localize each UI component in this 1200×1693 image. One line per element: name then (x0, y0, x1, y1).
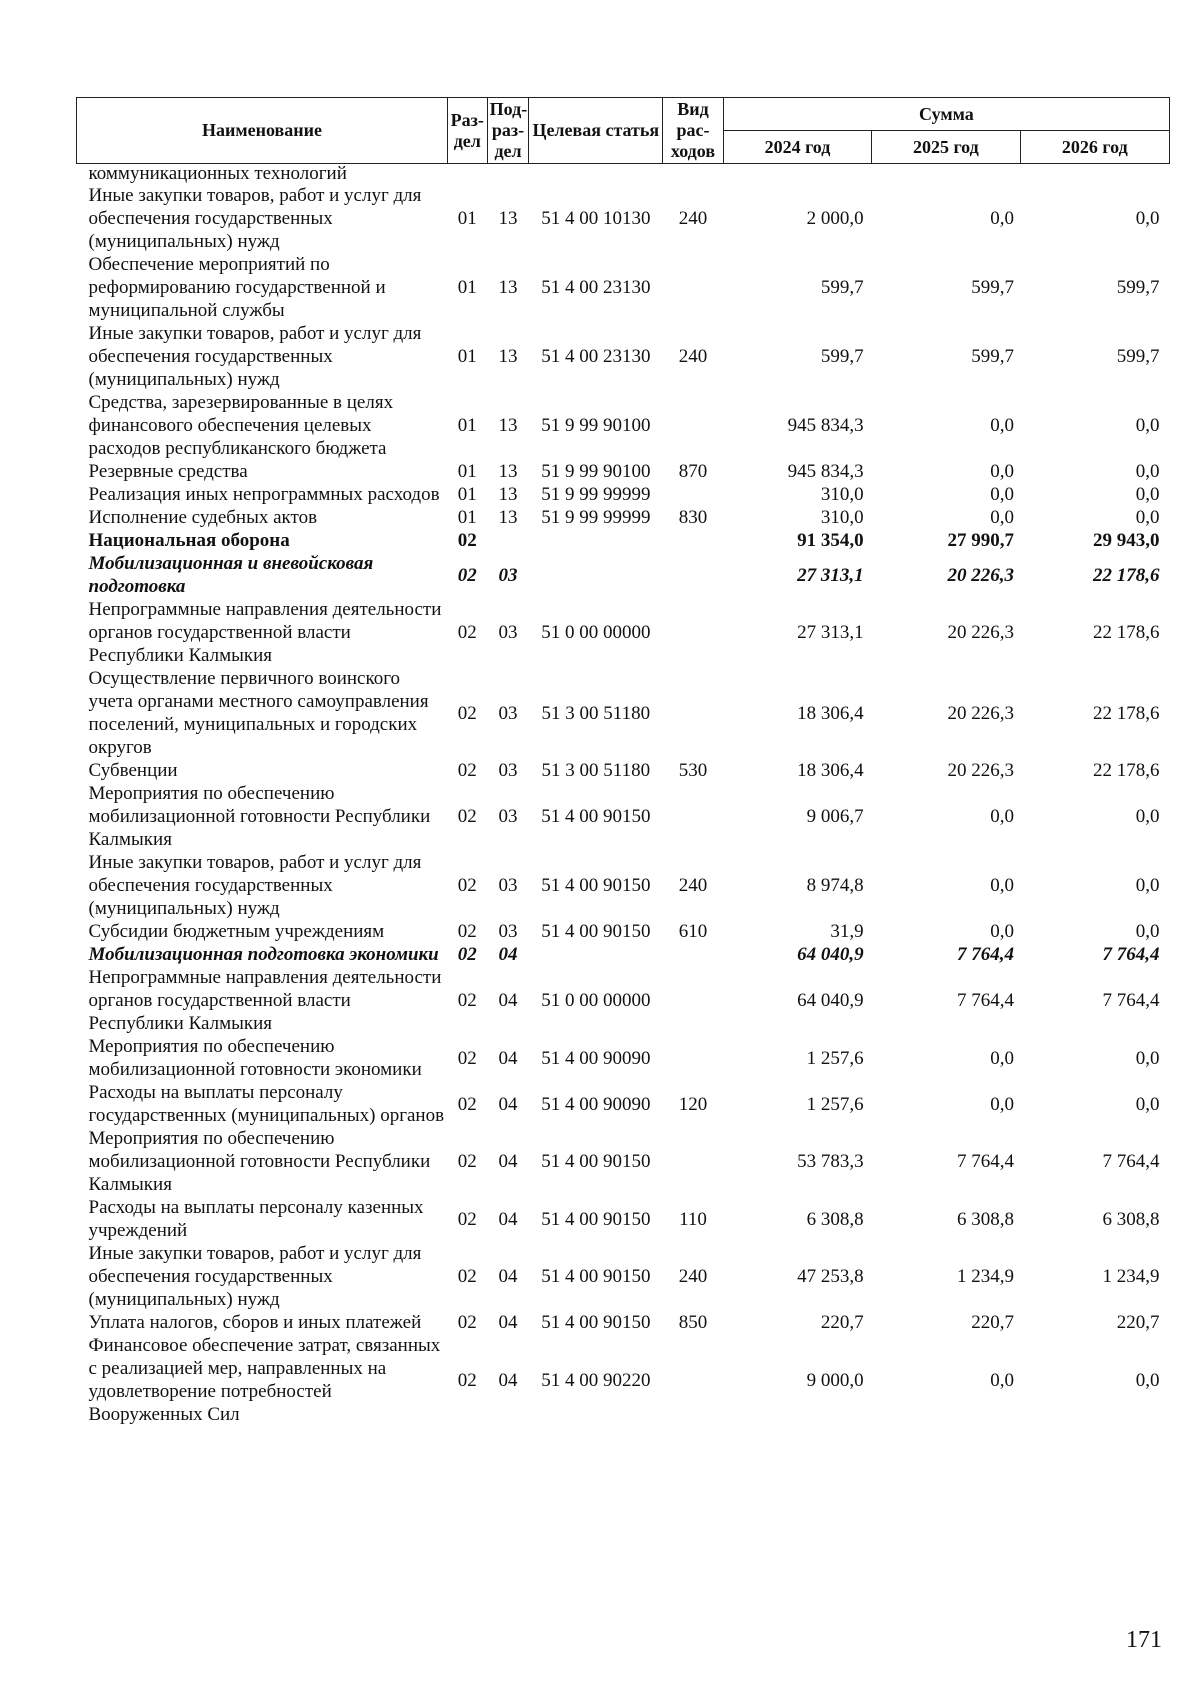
header-summa: Сумма (723, 98, 1169, 131)
row-podrazdel-cell: 03 (498, 622, 518, 643)
row-name-cell: Расходы на выплаты персоналу государственных (муниципальных) органов (88, 1082, 445, 1126)
row-podrazdel-cell: 13 (498, 346, 518, 367)
row-name-cell: Мероприятия по обеспечению мобилизационной готовности Республики Калмыкия (88, 783, 431, 850)
row-razdel-cell: 02 (457, 1369, 477, 1391)
table-row (77, 164, 1170, 185)
row-vid-cell (663, 391, 724, 460)
row-razdel-cell: 02 (457, 564, 477, 586)
row-name-cell: Резервные средства (88, 461, 248, 482)
row-celevaya-cell: 51 4 00 90150 (541, 875, 651, 896)
row-podrazdel-cell: 13 (498, 277, 518, 298)
row-vid-cell (663, 943, 724, 966)
table-row (77, 506, 1170, 529)
row-2024-cell: 310,0 (820, 507, 864, 528)
row-vid-cell: 240 (678, 346, 708, 367)
row-vid-cell (663, 1127, 724, 1196)
row-2024-cell: 18 306,4 (797, 760, 864, 781)
row-2025-cell: 0,0 (990, 1093, 1015, 1115)
table-row (77, 759, 1170, 782)
table-row (77, 782, 1170, 851)
row-vid-cell: 530 (678, 760, 708, 781)
row-2024-cell: 599,7 (820, 346, 864, 367)
row-podrazdel-cell: 04 (498, 1151, 518, 1172)
row-2024-cell: 8 974,8 (806, 875, 864, 896)
row-name-cell: коммуникационных технологий (88, 163, 347, 184)
row-podrazdel-cell: 04 (498, 1369, 518, 1391)
row-name-cell: Финансовое обеспечение затрат, связанных с реализацией мер, направленных на удовлетворение потребностей Вооруженных Сил (88, 1335, 441, 1425)
budget-table (76, 97, 1170, 1426)
row-vid-cell (663, 253, 724, 322)
row-razdel-cell: 02 (457, 530, 477, 551)
row-name-cell: Иные закупки товаров, работ и услуг для обеспечения государственных (муниципальных) нужд (88, 323, 422, 390)
table-row (77, 851, 1170, 920)
row-2026-cell: 0,0 (1135, 806, 1160, 827)
row-name-cell: Средства, зарезервированные в целях финансового обеспечения целевых расходов республиканского бюджета (88, 392, 394, 459)
row-2026-cell: 0,0 (1135, 1369, 1160, 1391)
row-2024-cell (723, 164, 871, 185)
row-celevaya-cell: 51 0 00 00000 (541, 990, 651, 1011)
row-vid-cell (663, 552, 724, 598)
row-2026-cell: 599,7 (1116, 346, 1160, 367)
row-celevaya-cell: 51 4 00 90150 (541, 1208, 651, 1230)
row-2024-cell: 64 040,9 (797, 990, 864, 1011)
row-2025-cell: 599,7 (971, 346, 1015, 367)
row-vid-cell: 240 (678, 208, 708, 229)
row-2024-cell: 6 308,8 (806, 1208, 864, 1230)
row-2026-cell: 0,0 (1135, 484, 1160, 505)
row-2026-cell: 0,0 (1135, 875, 1160, 896)
table-row (77, 1334, 1170, 1426)
row-razdel-cell: 02 (457, 760, 477, 781)
row-2024-cell: 31,9 (830, 921, 864, 942)
row-name-cell: Обеспечение мероприятий по реформированию государственной и муниципальной службы (88, 254, 386, 321)
row-celevaya-cell (529, 529, 663, 552)
row-name-cell: Исполнение судебных актов (88, 507, 318, 528)
row-podrazdel-cell: 13 (498, 507, 518, 528)
row-2024-cell: 220,7 (820, 1312, 864, 1333)
row-2025-cell: 0,0 (990, 1369, 1015, 1391)
table-row (77, 322, 1170, 391)
row-razdel-cell: 02 (457, 622, 477, 643)
row-razdel-cell: 02 (457, 806, 477, 827)
row-name-cell: Мероприятия по обеспечению мобилизационной готовности Республики Калмыкия (88, 1128, 431, 1195)
row-podrazdel-cell: 03 (498, 564, 518, 586)
table-row (77, 391, 1170, 460)
row-name-cell: Иные закупки товаров, работ и услуг для обеспечения государственных (муниципальных) нужд (88, 185, 422, 252)
row-2024-cell: 945 834,3 (787, 415, 864, 436)
row-2026-cell: 7 764,4 (1102, 990, 1160, 1011)
row-name-cell: Мероприятия по обеспечению мобилизационной готовности экономики (88, 1036, 422, 1080)
header-year-2024: 2024 год (723, 131, 871, 164)
row-celevaya-cell: 51 4 00 90150 (541, 806, 651, 827)
row-2025-cell: 0,0 (990, 875, 1015, 896)
row-2025-cell: 20 226,3 (947, 760, 1015, 781)
row-2026-cell: 0,0 (1135, 921, 1160, 942)
row-razdel-cell: 02 (457, 702, 477, 724)
row-2026-cell: 0,0 (1135, 1093, 1160, 1115)
row-razdel-cell: 01 (457, 277, 477, 298)
row-2024-cell: 47 253,8 (797, 1266, 864, 1287)
row-celevaya-cell: 51 4 00 10130 (541, 208, 651, 229)
row-vid-cell (663, 598, 724, 667)
table-row (77, 1127, 1170, 1196)
row-2025-cell: 20 226,3 (947, 622, 1015, 643)
row-razdel-cell: 02 (457, 1208, 477, 1230)
row-name-cell: Реализация иных непрограммных расходов (88, 484, 440, 505)
row-vid-cell (663, 966, 724, 1035)
row-podrazdel-cell (487, 529, 529, 552)
table-row (77, 920, 1170, 943)
row-podrazdel-cell (487, 164, 529, 185)
row-2025-cell: 7 764,4 (957, 990, 1015, 1011)
row-podrazdel-cell: 13 (498, 415, 518, 436)
table-row (77, 1035, 1170, 1081)
row-razdel-cell: 02 (457, 1312, 477, 1333)
row-razdel-cell: 01 (457, 208, 477, 229)
row-2026-cell: 7 764,4 (1102, 944, 1160, 965)
row-celevaya-cell: 51 9 99 99999 (541, 484, 651, 505)
row-2024-cell: 53 783,3 (797, 1151, 864, 1172)
row-2025-cell: 0,0 (990, 507, 1015, 528)
row-razdel-cell: 01 (457, 461, 477, 482)
row-razdel-cell (447, 164, 487, 185)
row-celevaya-cell: 51 4 00 90150 (541, 1151, 651, 1172)
table-row (77, 1242, 1170, 1311)
row-celevaya-cell: 51 9 99 99999 (541, 507, 651, 528)
table-body (77, 164, 1170, 1427)
row-podrazdel-cell: 13 (498, 461, 518, 482)
row-2025-cell: 0,0 (990, 461, 1015, 482)
row-2026-cell: 220,7 (1116, 1312, 1160, 1333)
row-name-cell: Уплата налогов, сборов и иных платежей (88, 1312, 422, 1333)
row-2024-cell: 310,0 (820, 484, 864, 505)
row-2025-cell: 0,0 (990, 921, 1015, 942)
row-2026-cell: 7 764,4 (1102, 1151, 1160, 1172)
row-razdel-cell: 02 (457, 1151, 477, 1172)
row-2025-cell: 7 764,4 (957, 1151, 1015, 1172)
row-2026-cell: 22 178,6 (1093, 760, 1160, 781)
row-name-cell: Мобилизационная и вневойсковая подготовка (88, 553, 374, 597)
row-razdel-cell: 02 (457, 1266, 477, 1287)
table-row (77, 966, 1170, 1035)
row-2024-cell: 9 000,0 (806, 1369, 864, 1391)
row-vid-cell (663, 1035, 724, 1081)
row-podrazdel-cell: 13 (498, 208, 518, 229)
row-2024-cell: 18 306,4 (797, 702, 864, 724)
row-vid-cell: 110 (679, 1208, 707, 1230)
row-2026-cell: 0,0 (1135, 507, 1160, 528)
row-name-cell: Иные закупки товаров, работ и услуг для обеспечения государственных (муниципальных) нужд (88, 852, 422, 919)
row-name-cell: Иные закупки товаров, работ и услуг для обеспечения государственных (муниципальных) нужд (88, 1243, 422, 1310)
row-podrazdel-cell: 03 (498, 702, 518, 724)
page-number: 171 (1126, 1627, 1162, 1653)
row-razdel-cell: 02 (457, 990, 477, 1011)
row-2025-cell: 0,0 (990, 208, 1015, 229)
row-2025-cell (872, 164, 1020, 185)
row-2026-cell: 22 178,6 (1093, 564, 1160, 586)
row-2024-cell: 27 313,1 (797, 622, 864, 643)
row-celevaya-cell: 51 4 00 90150 (541, 1312, 651, 1333)
table-row (77, 1196, 1170, 1242)
row-vid-cell: 870 (678, 461, 708, 482)
row-razdel-cell: 02 (457, 1047, 477, 1069)
header-name: Наименование (77, 98, 448, 164)
row-2025-cell: 220,7 (971, 1312, 1015, 1333)
header-celevaya-statya: Целевая статья (529, 98, 663, 164)
row-podrazdel-cell: 04 (498, 944, 518, 965)
row-podrazdel-cell: 03 (498, 875, 518, 896)
header-podrazdel: Под-раз-дел (487, 98, 529, 164)
row-podrazdel-cell: 03 (498, 806, 518, 827)
row-2025-cell: 0,0 (990, 415, 1015, 436)
row-vid-cell (663, 164, 724, 185)
row-podrazdel-cell: 04 (498, 1093, 518, 1115)
table-header (77, 98, 1170, 164)
row-2025-cell: 0,0 (990, 484, 1015, 505)
row-2026-cell: 0,0 (1135, 208, 1160, 229)
row-vid-cell: 240 (678, 875, 708, 896)
row-podrazdel-cell: 03 (498, 921, 518, 942)
row-name-cell: Мобилизационная подготовка экономики (88, 944, 439, 965)
row-celevaya-cell: 51 4 00 23130 (541, 277, 651, 298)
row-vid-cell (663, 529, 724, 552)
row-celevaya-cell: 51 9 99 90100 (541, 415, 651, 436)
row-name-cell: Осуществление первичного воинского учета органами местного самоуправления поселений, муниципальных и городских округов (88, 668, 429, 758)
row-celevaya-cell (529, 552, 663, 598)
row-name-cell: Расходы на выплаты персоналу казенных учреждений (88, 1197, 424, 1241)
row-razdel-cell: 02 (457, 944, 477, 965)
row-2026-cell (1020, 164, 1169, 185)
row-celevaya-cell: 51 4 00 90090 (541, 1093, 651, 1115)
row-razdel-cell: 01 (457, 507, 477, 528)
row-podrazdel-cell: 04 (498, 1266, 518, 1287)
row-vid-cell: 120 (678, 1093, 708, 1115)
row-2024-cell: 1 257,6 (806, 1093, 864, 1115)
row-podrazdel-cell: 04 (498, 1312, 518, 1333)
row-2025-cell: 6 308,8 (957, 1208, 1015, 1230)
row-2025-cell: 20 226,3 (947, 702, 1015, 724)
row-2025-cell: 27 990,7 (947, 530, 1015, 551)
row-razdel-cell: 02 (457, 1093, 477, 1115)
table-row (77, 184, 1170, 253)
row-name-cell: Национальная оборона (88, 530, 290, 551)
row-celevaya-cell: 51 4 00 23130 (541, 346, 651, 367)
row-2026-cell: 22 178,6 (1093, 702, 1160, 724)
table-row (77, 460, 1170, 483)
table-row (77, 943, 1170, 966)
row-2025-cell: 0,0 (990, 806, 1015, 827)
row-2025-cell: 7 764,4 (957, 944, 1015, 965)
row-celevaya-cell: 51 3 00 51180 (541, 760, 651, 781)
row-podrazdel-cell: 13 (498, 484, 518, 505)
table-row (77, 1311, 1170, 1334)
table-row (77, 552, 1170, 598)
row-2024-cell: 9 006,7 (806, 806, 864, 827)
header-vid-rashodov: Вид рас-ходов (663, 98, 724, 164)
row-celevaya-cell: 51 4 00 90150 (541, 1266, 651, 1287)
row-razdel-cell: 02 (457, 921, 477, 942)
row-2024-cell: 945 834,3 (787, 461, 864, 482)
row-podrazdel-cell: 04 (498, 1047, 518, 1069)
row-vid-cell (663, 1334, 724, 1426)
row-celevaya-cell (529, 943, 663, 966)
row-2024-cell: 2 000,0 (806, 208, 864, 229)
row-celevaya-cell (529, 164, 663, 185)
row-2025-cell: 20 226,3 (947, 564, 1015, 586)
header-year-2025: 2025 год (872, 131, 1020, 164)
row-vid-cell (663, 667, 724, 759)
row-2024-cell: 91 354,0 (797, 530, 864, 551)
row-2026-cell: 29 943,0 (1093, 530, 1160, 551)
table-row (77, 529, 1170, 552)
row-name-cell: Непрограммные направления деятельности органов государственной власти Республики Калмыкия (88, 599, 442, 666)
table-row (77, 598, 1170, 667)
row-razdel-cell: 02 (457, 875, 477, 896)
row-name-cell: Субвенции (88, 760, 178, 781)
table-row (77, 1081, 1170, 1127)
row-2026-cell: 0,0 (1135, 1047, 1160, 1069)
row-2026-cell: 1 234,9 (1102, 1266, 1160, 1287)
row-celevaya-cell: 51 4 00 90090 (541, 1047, 651, 1069)
row-vid-cell: 240 (678, 1266, 708, 1287)
row-2024-cell: 599,7 (820, 277, 864, 298)
row-razdel-cell: 01 (457, 346, 477, 367)
row-2025-cell: 599,7 (971, 277, 1015, 298)
row-podrazdel-cell: 03 (498, 760, 518, 781)
row-celevaya-cell: 51 4 00 90220 (541, 1369, 651, 1391)
table-row (77, 253, 1170, 322)
row-razdel-cell: 01 (457, 415, 477, 436)
row-2025-cell: 0,0 (990, 1047, 1015, 1069)
row-2024-cell: 27 313,1 (797, 564, 864, 586)
row-2024-cell: 1 257,6 (806, 1047, 864, 1069)
header-year-2026: 2026 год (1020, 131, 1169, 164)
row-podrazdel-cell: 04 (498, 990, 518, 1011)
row-2024-cell: 64 040,9 (797, 944, 864, 965)
row-2026-cell: 22 178,6 (1093, 622, 1160, 643)
row-vid-cell: 830 (678, 507, 708, 528)
row-vid-cell (663, 782, 724, 851)
row-podrazdel-cell: 04 (498, 1208, 518, 1230)
row-2026-cell: 0,0 (1135, 461, 1160, 482)
row-2026-cell: 6 308,8 (1102, 1208, 1160, 1230)
row-vid-cell (663, 483, 724, 506)
table-row (77, 483, 1170, 506)
row-2026-cell: 0,0 (1135, 415, 1160, 436)
row-celevaya-cell: 51 3 00 51180 (541, 702, 651, 724)
table-row (77, 667, 1170, 759)
row-celevaya-cell: 51 0 00 00000 (541, 622, 651, 643)
row-name-cell: Непрограммные направления деятельности органов государственной власти Республики Калмыкия (88, 967, 442, 1034)
row-name-cell: Субсидии бюджетным учреждениям (88, 921, 385, 942)
row-celevaya-cell: 51 4 00 90150 (541, 921, 651, 942)
row-vid-cell: 850 (678, 1312, 708, 1333)
row-2025-cell: 1 234,9 (957, 1266, 1015, 1287)
row-vid-cell: 610 (678, 921, 708, 942)
header-razdel: Раз-дел (447, 98, 487, 164)
row-celevaya-cell: 51 9 99 90100 (541, 461, 651, 482)
row-razdel-cell: 01 (457, 484, 477, 505)
row-2026-cell: 599,7 (1116, 277, 1160, 298)
